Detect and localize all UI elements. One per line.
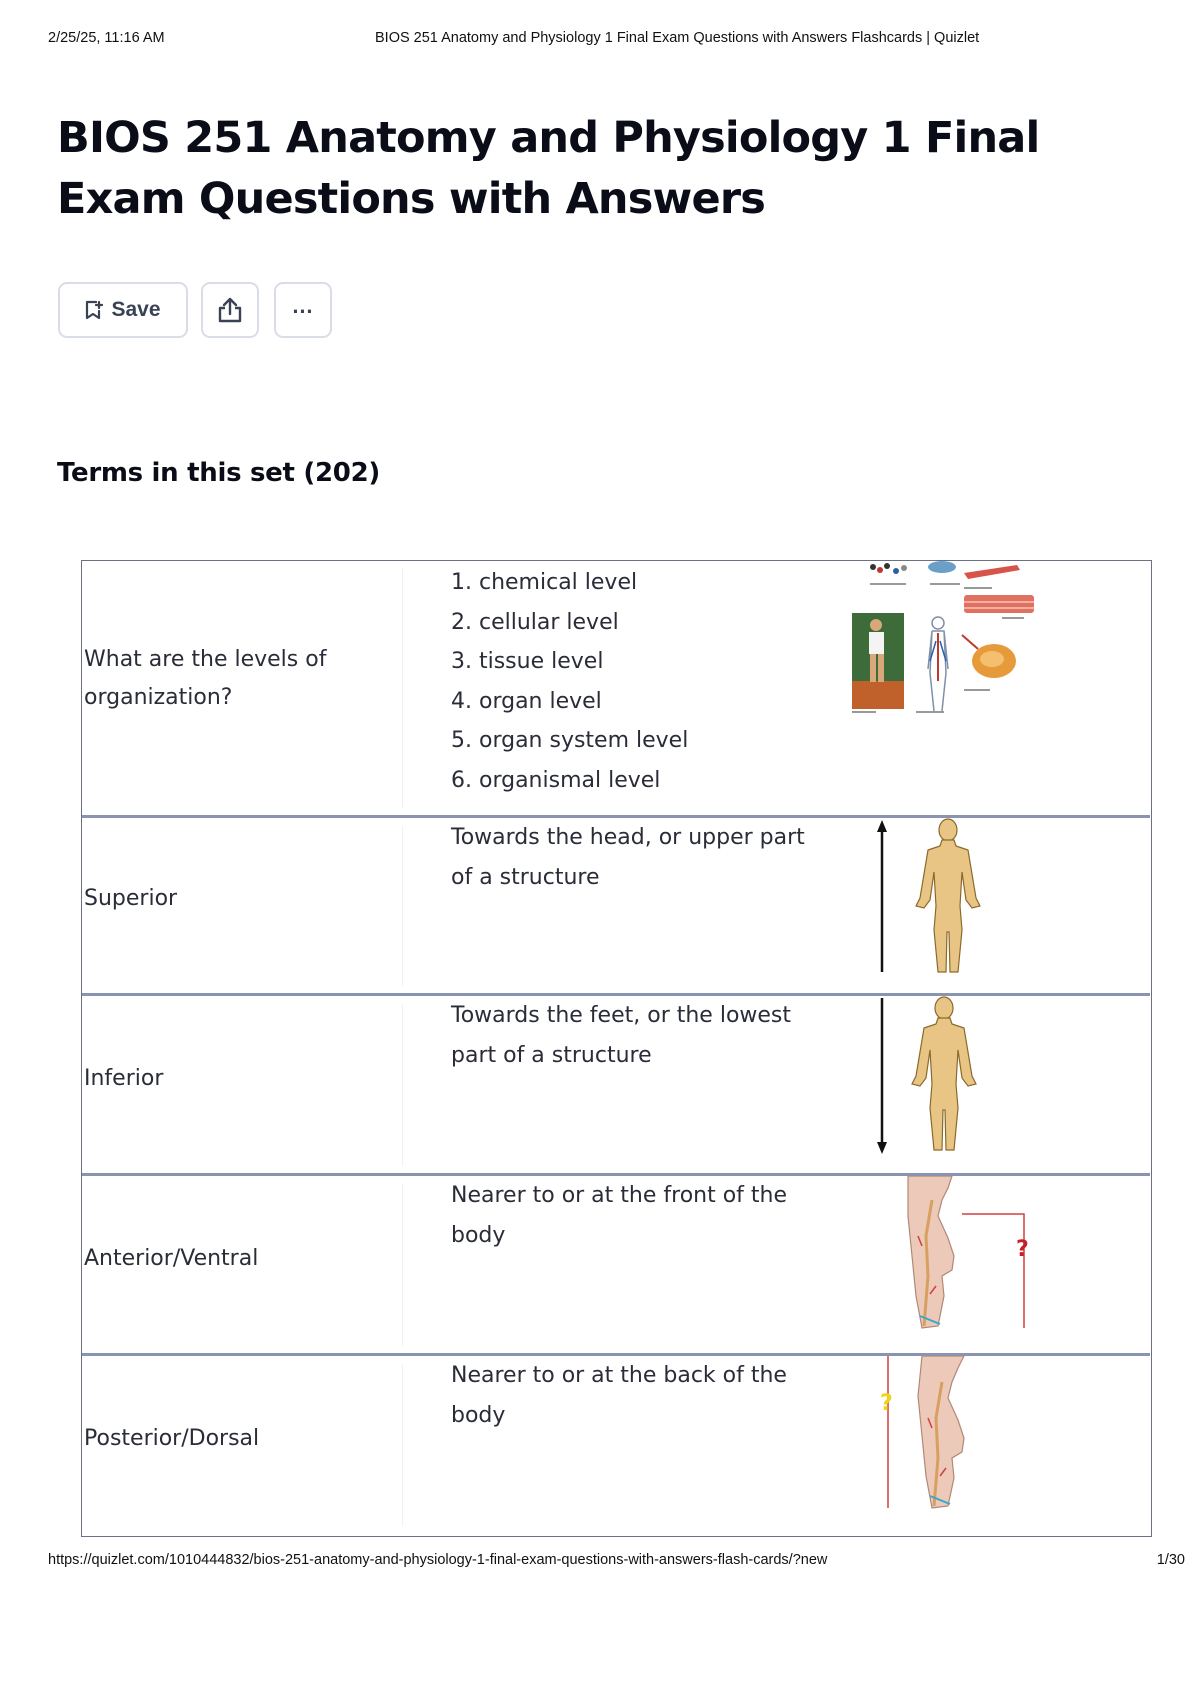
side-profile-figure [908, 1176, 954, 1328]
question-mark-label: ? [880, 1391, 893, 1416]
superior-body-diagram [852, 818, 1082, 978]
flashcard-term: Inferior [84, 1066, 164, 1091]
flashcard-row [82, 996, 1150, 1173]
column-divider [402, 826, 403, 986]
print-date: 2/25/25, 11:16 AM [48, 30, 165, 46]
save-button[interactable] [58, 282, 188, 338]
print-url: https://quizlet.com/1010444832/bios-251-anatomy-and-physiology-1-final-exam-questions-with-answers-flash-cards/?new [48, 1552, 828, 1568]
column-divider [402, 1364, 403, 1526]
muscle-tissue-icon [964, 595, 1034, 613]
definition-item: 3. tissue level [451, 649, 604, 674]
flashcard-row [82, 561, 1150, 815]
print-doc-title: BIOS 251 Anatomy and Physiology 1 Final Exam Questions with Answers Flashcards | Quizlet [375, 30, 980, 46]
flashcard-row [82, 1176, 1150, 1353]
column-divider [402, 1184, 403, 1346]
definition-item: 2. cellular level [451, 609, 619, 635]
chemical-level-icon [870, 563, 907, 574]
print-header [0, 30, 1200, 50]
tissue-level-icon [964, 565, 1020, 579]
save-button-label: Save [111, 298, 161, 321]
more-options-button[interactable] [274, 282, 332, 338]
levels-of-organization-diagram [852, 561, 1082, 721]
definition-item: 1. chemical level [451, 570, 638, 595]
flashcard-table [81, 560, 1152, 1537]
human-figure [912, 997, 976, 1150]
definition-item: 4. organ level [451, 688, 602, 714]
flashcard-definition: Towards the head, or upper part of a structure [451, 825, 805, 890]
flashcard-definition: Nearer to or at the back of the body [451, 1363, 787, 1428]
print-footer [0, 1552, 1200, 1572]
bookmark-add-icon [85, 300, 103, 320]
inferior-body-diagram [852, 996, 1082, 1156]
flashcard-row [82, 818, 1150, 993]
column-divider [402, 569, 403, 807]
flashcard-term: What are the levels of organization? [84, 647, 327, 710]
definition-list [451, 563, 831, 800]
flashcard-definition: Towards the feet, or the lowest part of a structure [451, 1003, 792, 1068]
definition-item: 5. organ system level [451, 728, 689, 753]
share-button[interactable] [201, 282, 259, 338]
flashcard-definition [451, 563, 831, 800]
flashcard-row [82, 1356, 1150, 1536]
posterior-body-diagram [852, 1356, 1082, 1516]
definition-item: 6. organismal level [451, 767, 661, 793]
terms-heading: Terms in this set (202) [57, 458, 380, 488]
flashcard-term: Anterior/Ventral [84, 1246, 259, 1271]
column-divider [402, 1004, 403, 1166]
side-profile-figure [918, 1356, 964, 1508]
question-mark-label: ? [1016, 1237, 1029, 1262]
flashcard-definition: Nearer to or at the front of the body [451, 1183, 788, 1248]
print-page-number: 1/30 [1156, 1552, 1185, 1568]
more-icon: … [291, 293, 315, 318]
page-title: BIOS 251 Anatomy and Physiology 1 Final Exam Questions with Answers [57, 113, 1040, 224]
anterior-body-diagram [852, 1176, 1082, 1336]
flashcard-term: Posterior/Dorsal [84, 1426, 260, 1451]
share-icon [217, 296, 243, 324]
cellular-level-icon [928, 561, 956, 573]
human-figure [916, 819, 980, 972]
flashcard-term: Superior [84, 886, 178, 911]
